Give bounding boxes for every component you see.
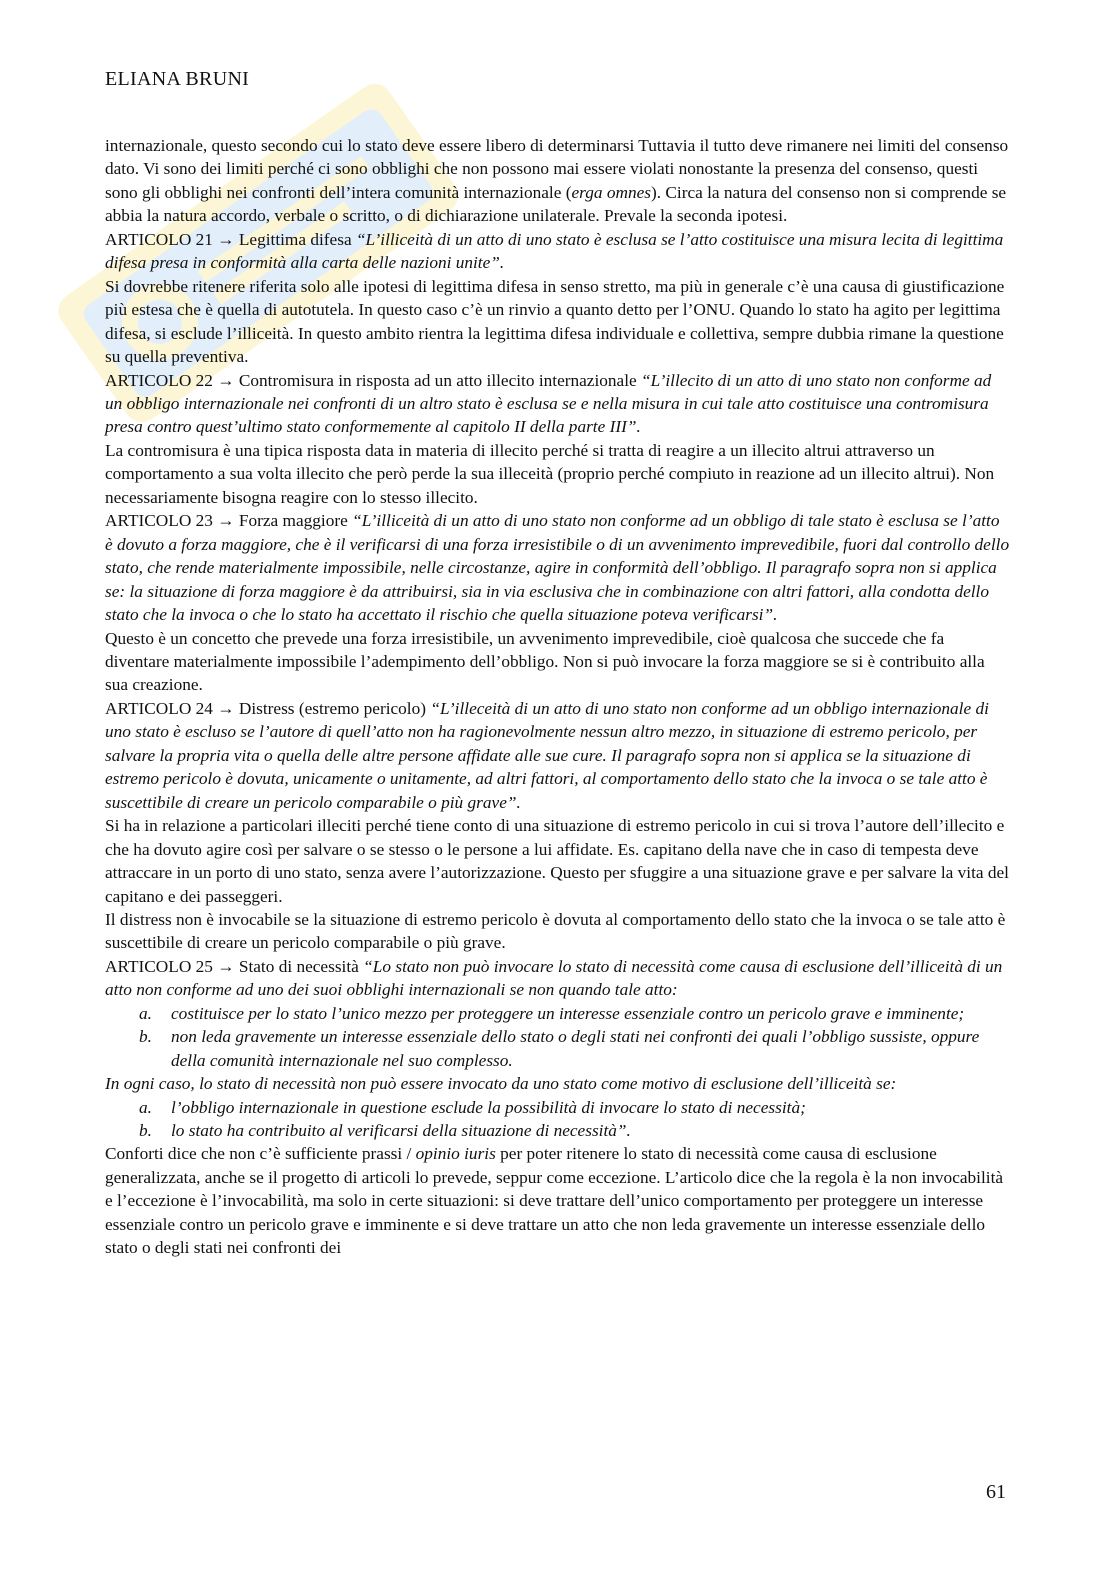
paragraph: La contromisura è una tipica risposta data in materia di illecito perché si tratta di reagire a un illecito altrui attraverso un comportamento a sua volta illecito che però perde la sua illeceità (proprio perché compiuto in reazione ad un illecito altrui). Non necessariamente bisogna reagire con lo stesso illecito.: [105, 440, 995, 507]
list-marker: a.: [139, 1097, 152, 1117]
list-item: [105, 1119, 1010, 1142]
paragraph: In ogni caso, lo stato di necessità non può essere invocato da uno stato come motivo di esclusione dell’illiceità se:: [105, 1074, 897, 1094]
article-24: ARTICOLO 24 → Distress (estremo pericolo) “L’illeceità di un atto di uno stato non conforme ad un obbligo internazionale di uno stato è escluso se l’autore di quell’atto non ha ragionevolmente nessun altro mezzo, in situazione di estremo pericolo, per salvare la propria vita o quella delle altre persone affidate alle sue cure. Il paragrafo sopra non si applica se la situazione di estremo pericolo è dovuta, unicamente o unitamente, ad altri fattori, al comportamento dello stato che la invoca o se tale atto è suscettibile di creare un pericolo comparabile o più grave”.: [105, 698, 989, 812]
list-item-text: lo stato ha contribuito al verificarsi della situazione di necessità”.: [171, 1121, 631, 1141]
list-item: [105, 1025, 1010, 1072]
article-25: ARTICOLO 25 → Stato di necessità “Lo stato non può invocare lo stato di necessità come causa di esclusione dell’illiceità di un atto non conforme ad uno dei suoi obblighi internazionali se non quando tale atto:: [105, 956, 1003, 1000]
paragraph: Conforti dice che non c’è sufficiente prassi / opinio iuris per poter ritenere lo stato di necessità come causa di esclusione generalizzata, anche se il progetto di articoli lo prevede, seppur come eccezione. L’articolo dice che la regola è la non invocabilità e l’eccezione è l’invocabilità, ma solo in certe situazioni: si deve trattare dell’unico comportamento per proteggere un interesse essenziale contro un pericolo grave e imminente e si deve trattare un atto che non leda gravemente un interesse essenziale dello stato o degli stati nei confronti dei: [105, 1144, 1004, 1258]
paragraph: Il distress non è invocabile se la situazione di estremo pericolo è dovuta al comportamento dello stato che la invoca o se tale atto è suscettibile di creare un pericolo comparabile o più grave.: [105, 909, 1006, 953]
article-21: ARTICOLO 21 → Legittima difesa “L’illiceità di un atto di uno stato è esclusa se l’atto costituisce una misura lecita di legittima difesa presa in conformità alla carta delle nazioni unite”.: [105, 229, 1004, 273]
list-item: [105, 1002, 1010, 1025]
list-marker: b.: [139, 1121, 152, 1141]
list-item-text: costituisce per lo stato l’unico mezzo per proteggere un interesse essenziale contro un pericolo grave e imminente;: [171, 1003, 965, 1023]
document-body: [105, 134, 1010, 1260]
list-marker: b.: [139, 1027, 152, 1047]
list-item-text: non leda gravemente un interesse essenziale dello stato o degli stati nei confronti dei quali l’obbligo sussiste, oppure della comunità internazionale nel suo complesso.: [171, 1027, 980, 1070]
list-marker: a.: [139, 1003, 152, 1023]
article-22: ARTICOLO 22 → Contromisura in risposta ad un atto illecito internazionale “L’illecito di un atto di uno stato non conforme ad un obbligo internazionale nei confronti di un altro stato è esclusa se e nella misura in cui tale atto costituisce una contromisura presa contro quest’ultimo stato conformemente al capitolo II della parte III”.: [105, 370, 992, 437]
list-item-text: l’obbligo internazionale in questione esclude la possibilità di invocare lo stato di necessità;: [171, 1097, 806, 1117]
list-item: [105, 1096, 1010, 1119]
article-23: ARTICOLO 23 → Forza maggiore “L’illiceità di un atto di uno stato non conforme ad un obbligo di tale stato è esclusa se l’atto è dovuto a forza maggiore, che è il verificarsi di una forza irresistibile o di un avvenimento imprevedibile, fuori dal controllo dello stato, che rende materialmente impossibile, nelle circostanze, agire in conformità dell’obbligo. Il paragrafo sopra non si applica se: la situazione di forza maggiore è da attribuirsi, sia in via esclusiva che in combinazione con altri fattori, alla condotta dello stato che la invoca o che lo stato ha accettato il rischio che quella situazione poteva verificarsi”.: [105, 511, 1010, 625]
page-number: 61: [986, 1481, 1006, 1503]
paragraph: Si ha in relazione a particolari illeciti perché tiene conto di una situazione di estremo pericolo in cui si trova l’autore dell’illecito e che ha dovuto agire così per salvare o se stesso o le persone a lui affidate. Es. capitano della nave che in caso di tempesta deve attraccare in un porto di uno stato, senza avere l’autorizzazione. Questo per sfuggire a una situazione grave e per salvare la vita del capitano e dei passeggeri.: [105, 816, 1009, 906]
page-header-author: ELIANA BRUNI: [105, 68, 250, 90]
paragraph: internazionale, questo secondo cui lo stato deve essere libero di determinarsi Tuttavia il tutto deve rimanere nei limiti del consenso dato. Vi sono dei limiti perché ci sono obblighi che non possono mai essere violati nonostante la presenza del consenso, questi sono gli obblighi nei confronti dell’intera comunità internazionale (erga omnes). Circa la natura del consenso non si comprende se abbia la natura accordo, verbale o scritto, o di dichiarazione unilaterale. Prevale la seconda ipotesi.: [105, 136, 1009, 226]
paragraph: Questo è un concetto che prevede una forza irresistibile, un avvenimento imprevedibile, cioè qualcosa che succede che fa diventare materialmente impossibile l’adempimento dell’obbligo. Non si può invocare la forza maggiore se si è contribuito alla sua creazione.: [105, 628, 985, 695]
paragraph: Si dovrebbe ritenere riferita solo alle ipotesi di legittima difesa in senso stretto, ma più in generale c’è una causa di giustificazione più estesa che è quella di autotutela. In questo caso c’è un rinvio a quanto detto per l’ONU. Quando lo stato ha agito per legittima difesa, si esclude l’illiceità. In questo ambito rientra la legittima difesa individuale e collettiva, sempre dubbia rimane la questione su quella preventiva.: [105, 276, 1005, 367]
